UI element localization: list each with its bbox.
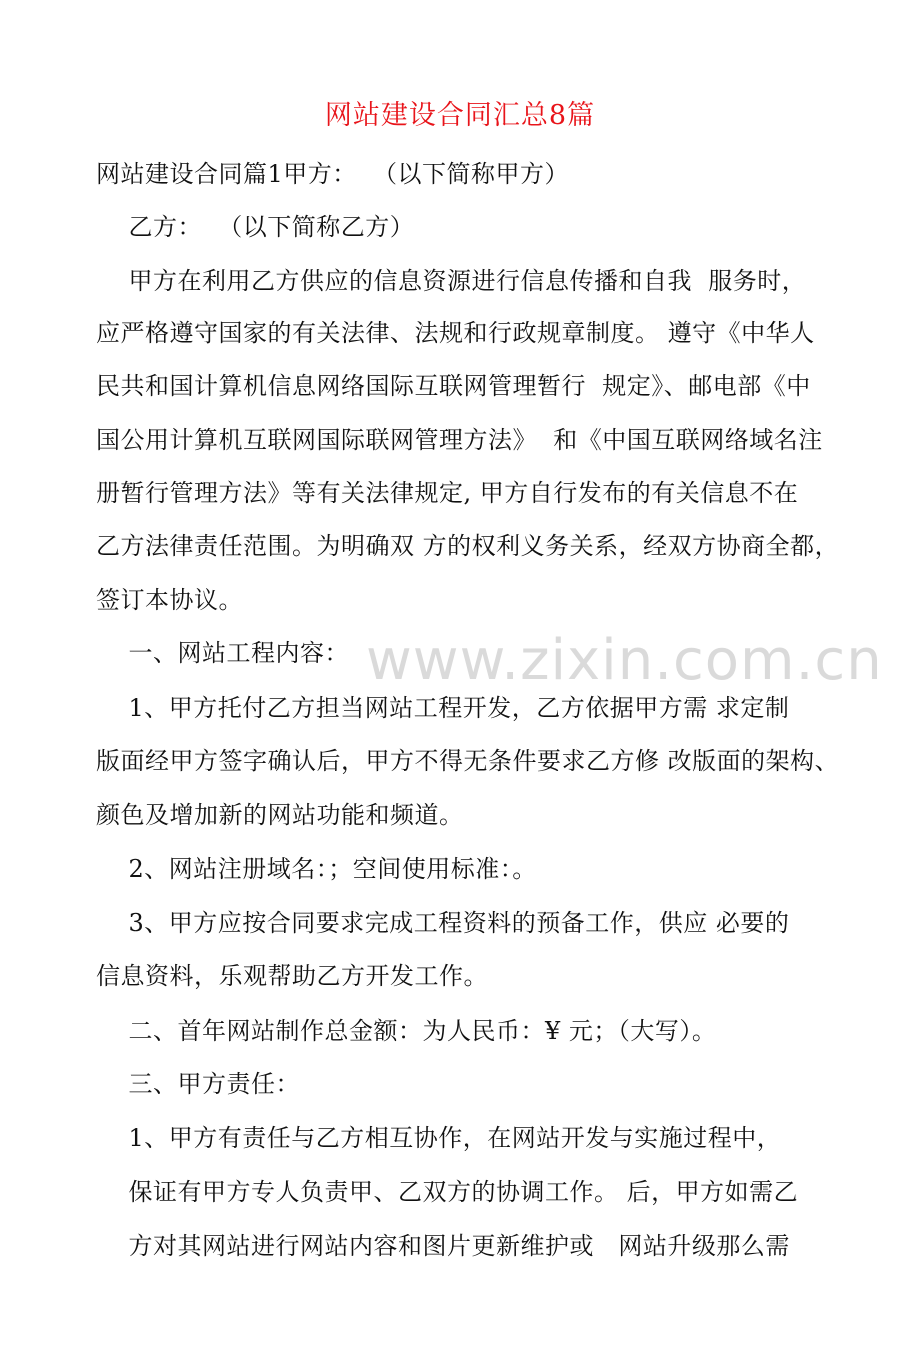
paragraph-line: 应严格遵守国家的有关法律、法规和行政规章制度。 遵守《中华人 <box>96 319 815 347</box>
watermark: www.zixin.com.cn <box>366 628 883 693</box>
paragraph-line: 1、甲方有责任与乙方相互协作，在网站开发与实施过程中， <box>96 1124 782 1152</box>
section-heading: 一、网站工程内容： <box>96 639 350 667</box>
paragraph-line: 2、网站注册域名：；空间使用标准：。 <box>96 855 537 883</box>
paragraph-line: 乙方法律责任范围。为明确双 方的权利义务关系，经双方协商全都， <box>96 532 840 560</box>
section-heading: 三、甲方责任： <box>96 1070 301 1098</box>
paragraph-line: 册暂行管理方法》等有关法律规定, 甲方自行发布的有关信息不在 <box>96 479 799 507</box>
paragraph-line: 3、甲方应按合同要求完成工程资料的预备工作，供应 必要的 <box>96 909 790 937</box>
paragraph-line: 版面经甲方签字确认后，甲方不得无条件要求乙方修 改版面的架构、 <box>96 747 840 775</box>
paragraph-line: 乙方： （以下简称乙方） <box>96 213 415 241</box>
document-title: 网站建设合同汇总8篇 <box>324 100 596 131</box>
paragraph-line: 方对其网站进行网站内容和图片更新维护或 网站升级那么需 <box>96 1232 790 1260</box>
paragraph-line: 颜色及增加新的网站功能和频道。 <box>96 801 464 829</box>
paragraph-line: 国公用计算机互联网国际联网管理方法》 和《中国互联网络域名注 <box>96 426 823 454</box>
paragraph-line: 甲方在利用乙方供应的信息资源进行信息传播和自我 服务时， <box>96 267 807 295</box>
paragraph-line: 民共和国计算机信息网络国际互联网管理暂行 规定》、邮电部《中 <box>96 372 811 400</box>
paragraph-line: 网站建设合同篇1甲方： （以下简称甲方） <box>96 160 570 188</box>
section-heading: 二、首年网站制作总金额：为人民币：¥ 元；（大写）。 <box>96 1017 717 1045</box>
paragraph-line: 签订本协议。 <box>96 586 243 614</box>
paragraph-line: 信息资料，乐观帮助乙方开发工作。 <box>96 962 488 990</box>
paragraph-line: 1、甲方托付乙方担当网站工程开发，乙方依据甲方需 求定制 <box>96 694 790 722</box>
paragraph-line: 保证有甲方专人负责甲、乙双方的协调工作。 后，甲方如需乙 <box>96 1178 799 1206</box>
